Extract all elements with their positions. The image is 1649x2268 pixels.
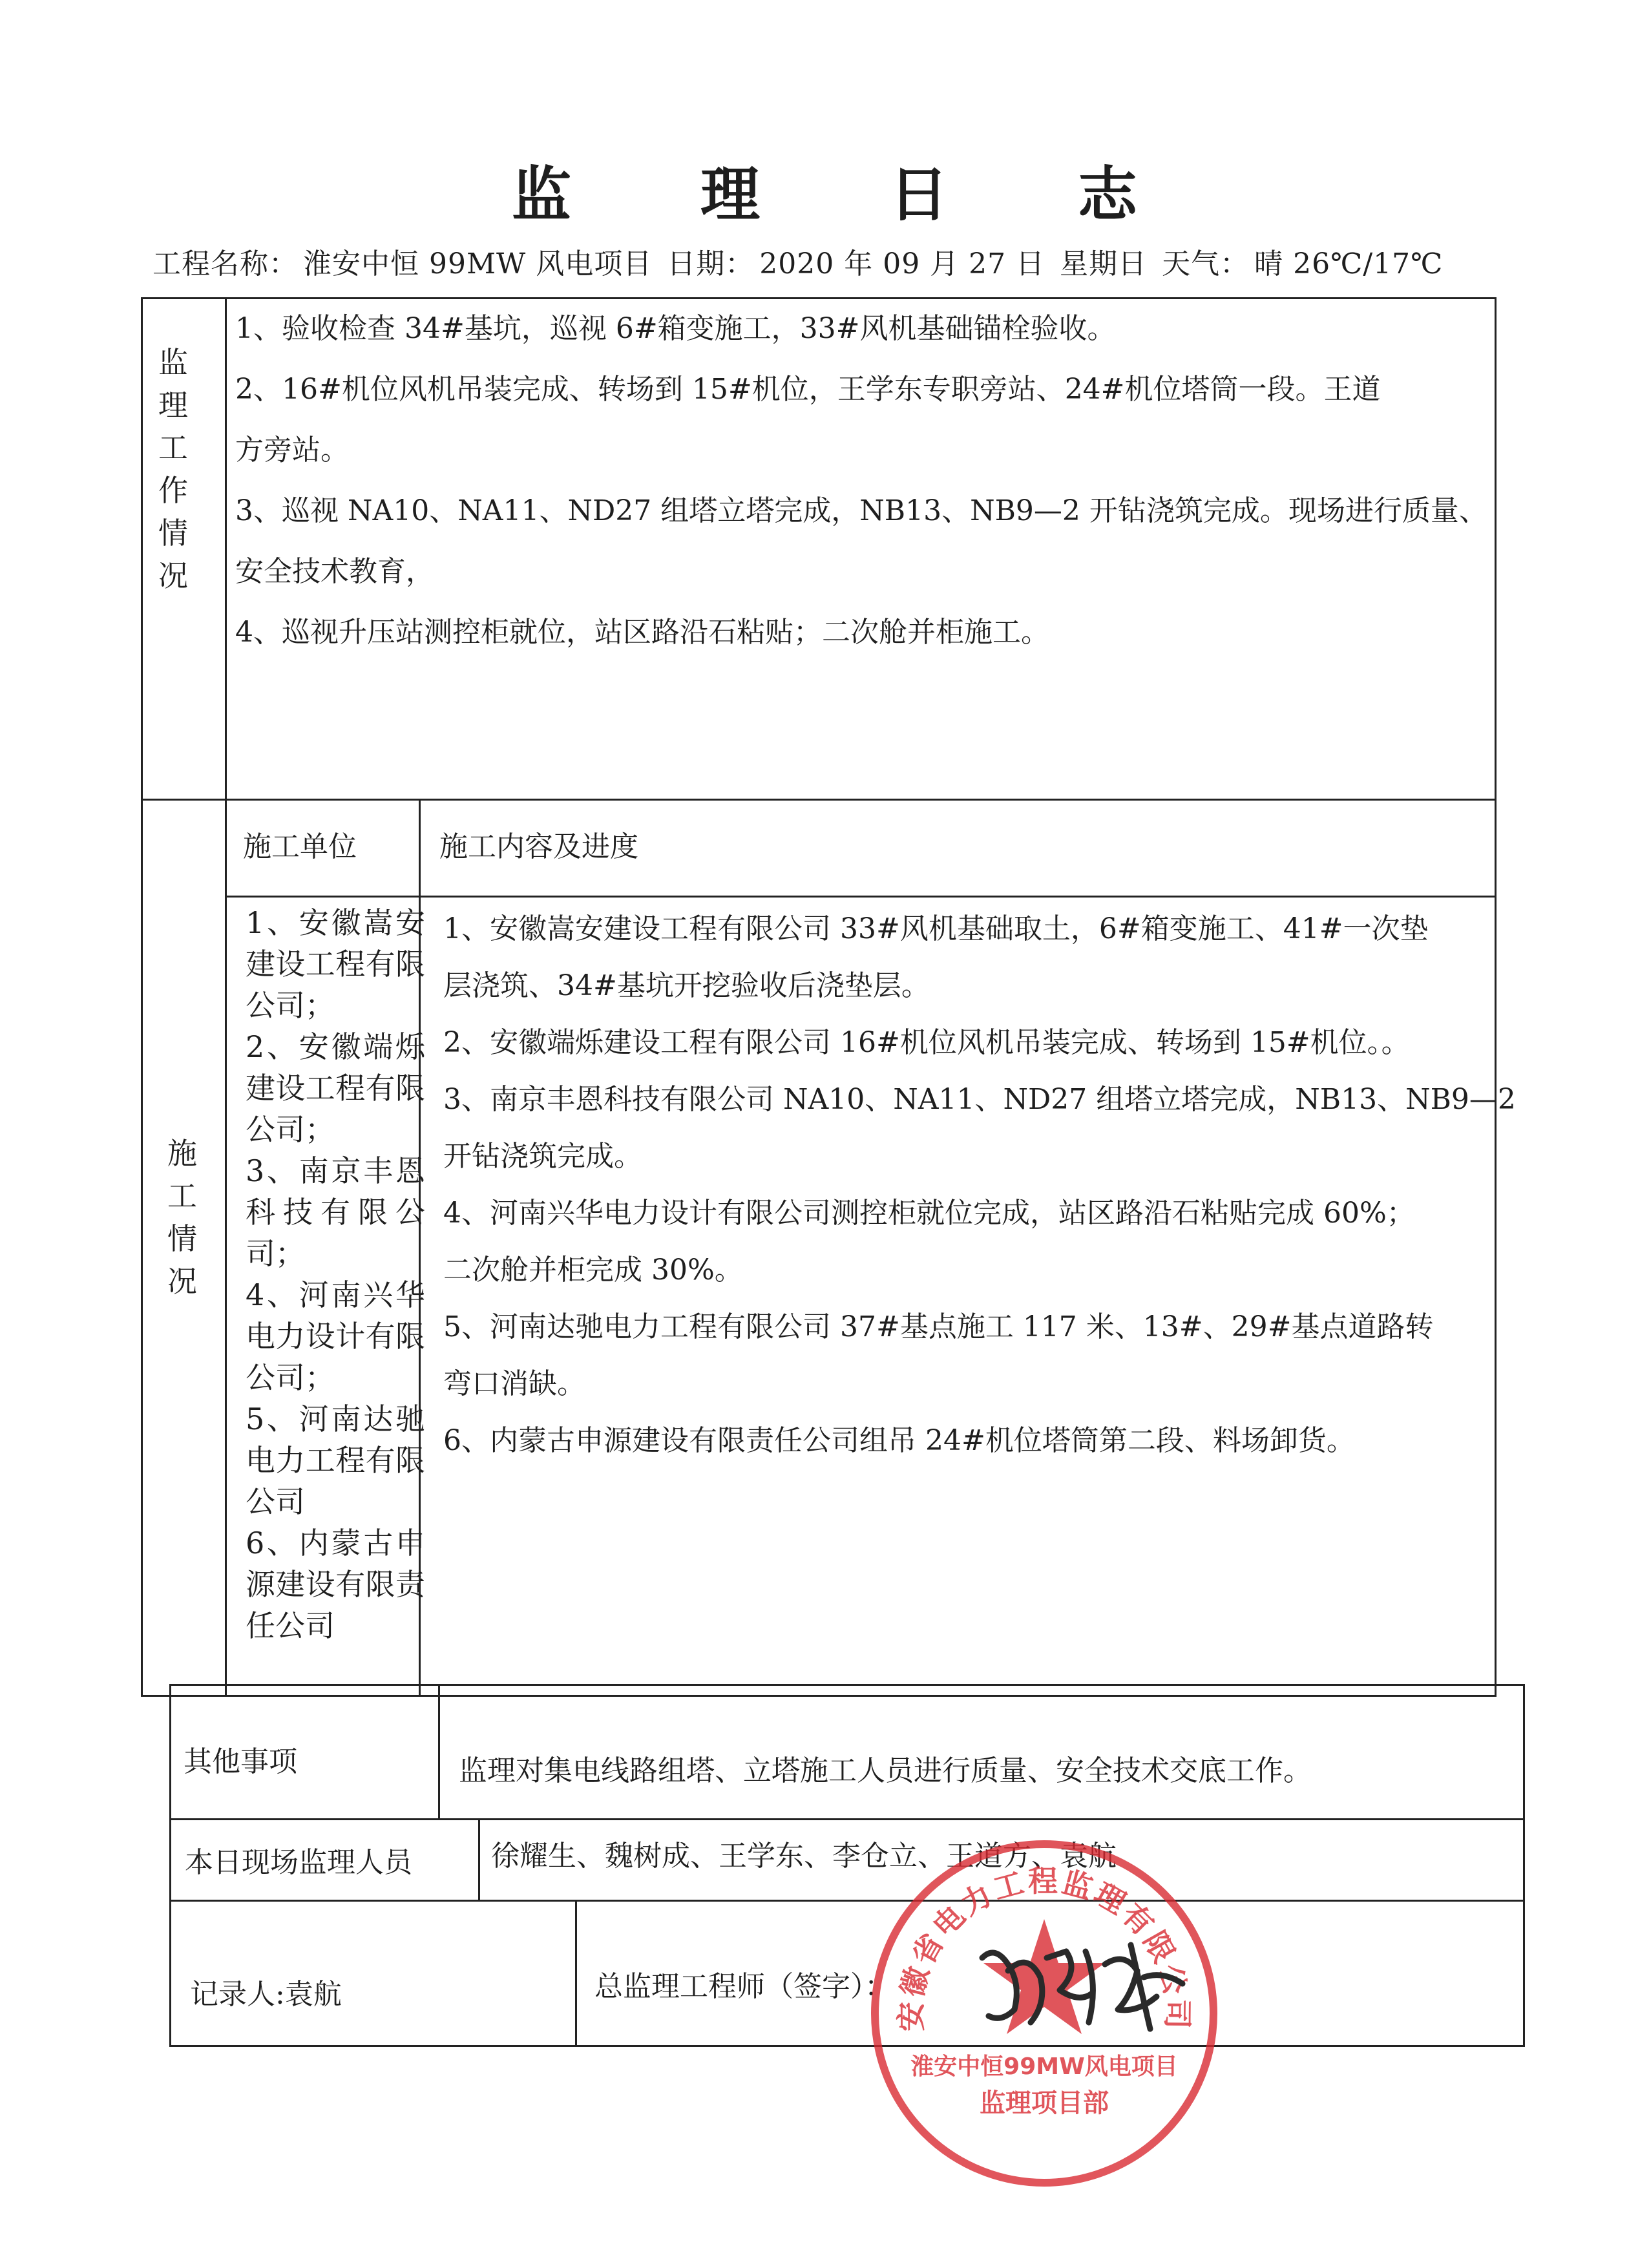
other-label: 其他事项 — [184, 1745, 297, 1778]
row-divider-2 — [225, 896, 1497, 898]
staff-divider — [478, 1818, 480, 1900]
other-text: 监理对集电线路组塔、立塔施工人员进行质量、安全技术交底工作。 — [459, 1754, 1312, 1787]
project-name: 淮安中恒 99MW 风电项目 — [303, 247, 653, 280]
seal-bottom-text: 监理项目部 — [980, 2088, 1109, 2118]
weather-label: 天气： — [1162, 247, 1250, 280]
supervision-item: 方旁站。 — [235, 434, 349, 467]
content-line: 弯口消缺。 — [443, 1367, 585, 1400]
row-divider-4 — [169, 1818, 1525, 1820]
project-label: 工程名称： — [152, 247, 298, 280]
content-line: 二次舱并柜完成 30%。 — [443, 1254, 743, 1286]
date-label: 日期： — [667, 247, 755, 280]
supervision-content — [235, 299, 1489, 663]
content-line: 层浇筑、34#基坑开挖验收后浇垫层。 — [443, 969, 930, 1002]
seal-outer-text: 安徽省电力工程监理有限公司 — [893, 1863, 1195, 2032]
row-divider-5 — [169, 1900, 1525, 1902]
content-header: 施工内容及进度 — [439, 830, 638, 863]
staff-names: 徐耀生、魏树成、王学东、李仓立、王道方、袁航 — [491, 1840, 1117, 1873]
supervision-item: 4、巡视升压站测控柜就位，站区路沿石粘贴；二次舱并柜施工。 — [235, 616, 1049, 649]
supervision-item: 2、16#机位风机吊装完成、转场到 15#机位，王学东专职旁站、24#机位塔筒一段。王道 — [235, 373, 1381, 406]
unit-item: 5、河南达驰电力工程有限公司 — [246, 1402, 425, 1519]
weekday: 星期日 — [1060, 247, 1148, 280]
supervision-item: 安全技术教育， — [235, 555, 434, 588]
recorder: 记录人:袁航 — [190, 1978, 342, 2011]
seal-inner-text: 淮安中恒99MW风电项目 — [910, 2053, 1178, 2080]
footer-divider — [575, 1900, 577, 2047]
upper-divider — [225, 297, 227, 1697]
content-line: 开钻浇筑完成。 — [443, 1140, 642, 1173]
weather-value: 晴 26℃/17℃ — [1254, 247, 1444, 280]
page-title: 监 理 日 志 — [511, 160, 1192, 229]
content-line: 5、河南达驰电力工程有限公司 37#基点施工 117 米、13#、29#基点道路转 — [443, 1310, 1434, 1343]
unit-item: 3、南京丰恩科技有限公司； — [246, 1153, 425, 1271]
unit-item: 2、安徽端烁建设工程有限公司； — [246, 1029, 425, 1147]
supervision-item: 3、巡视 NA10、NA11、ND27 组塔立塔完成，NB13、NB9—2 开钻浇筑完成。现场进行质量、 — [235, 494, 1487, 527]
row-divider-3 — [169, 1684, 1525, 1686]
content-line: 4、河南兴华电力设计有限公司测控柜就位完成，站区路沿石粘贴完成 60%； — [443, 1197, 1415, 1230]
header-info — [152, 240, 1484, 282]
staff-label: 本日现场监理人员 — [185, 1846, 412, 1879]
unit-item: 4、河南兴华电力设计有限公司； — [246, 1277, 425, 1395]
content-line: 3、南京丰恩科技有限公司 NA10、NA11、ND27 组塔立塔完成，NB13、NB9—2 — [443, 1083, 1516, 1116]
date-value: 2020 年 09 月 27 日 — [759, 247, 1045, 280]
supervision-item: 1、验收检查 34#基坑，巡视 6#箱变施工，33#风机基础锚栓验收。 — [235, 312, 1116, 345]
construction-label: 施 工 情 况 — [167, 1136, 197, 1299]
unit-item: 1、安徽嵩安建设工程有限公司； — [246, 905, 425, 1023]
content-line: 6、内蒙古申源建设有限责任公司组吊 24#机位塔筒第二段、料场卸货。 — [443, 1424, 1355, 1457]
content-line: 1、安徽嵩安建设工程有限公司 33#风机基础取土，6#箱变施工、41#一次垫 — [443, 912, 1429, 945]
signature — [969, 1932, 1189, 2035]
supervision-label: 监 理 工 作 情 况 — [158, 345, 188, 593]
chief-engineer-label: 总监理工程师（签字）： — [594, 1970, 893, 2003]
row-divider-1 — [141, 799, 1497, 801]
other-divider — [438, 1684, 440, 1818]
construction-content — [443, 901, 1516, 1469]
unit-list — [246, 902, 425, 1646]
unit-header: 施工单位 — [243, 830, 357, 863]
content-line: 2、安徽端烁建设工程有限公司 16#机位风机吊装完成、转场到 15#机位。。 — [443, 1026, 1410, 1059]
unit-item: 6、内蒙古申源建设有限责任公司 — [246, 1526, 425, 1643]
